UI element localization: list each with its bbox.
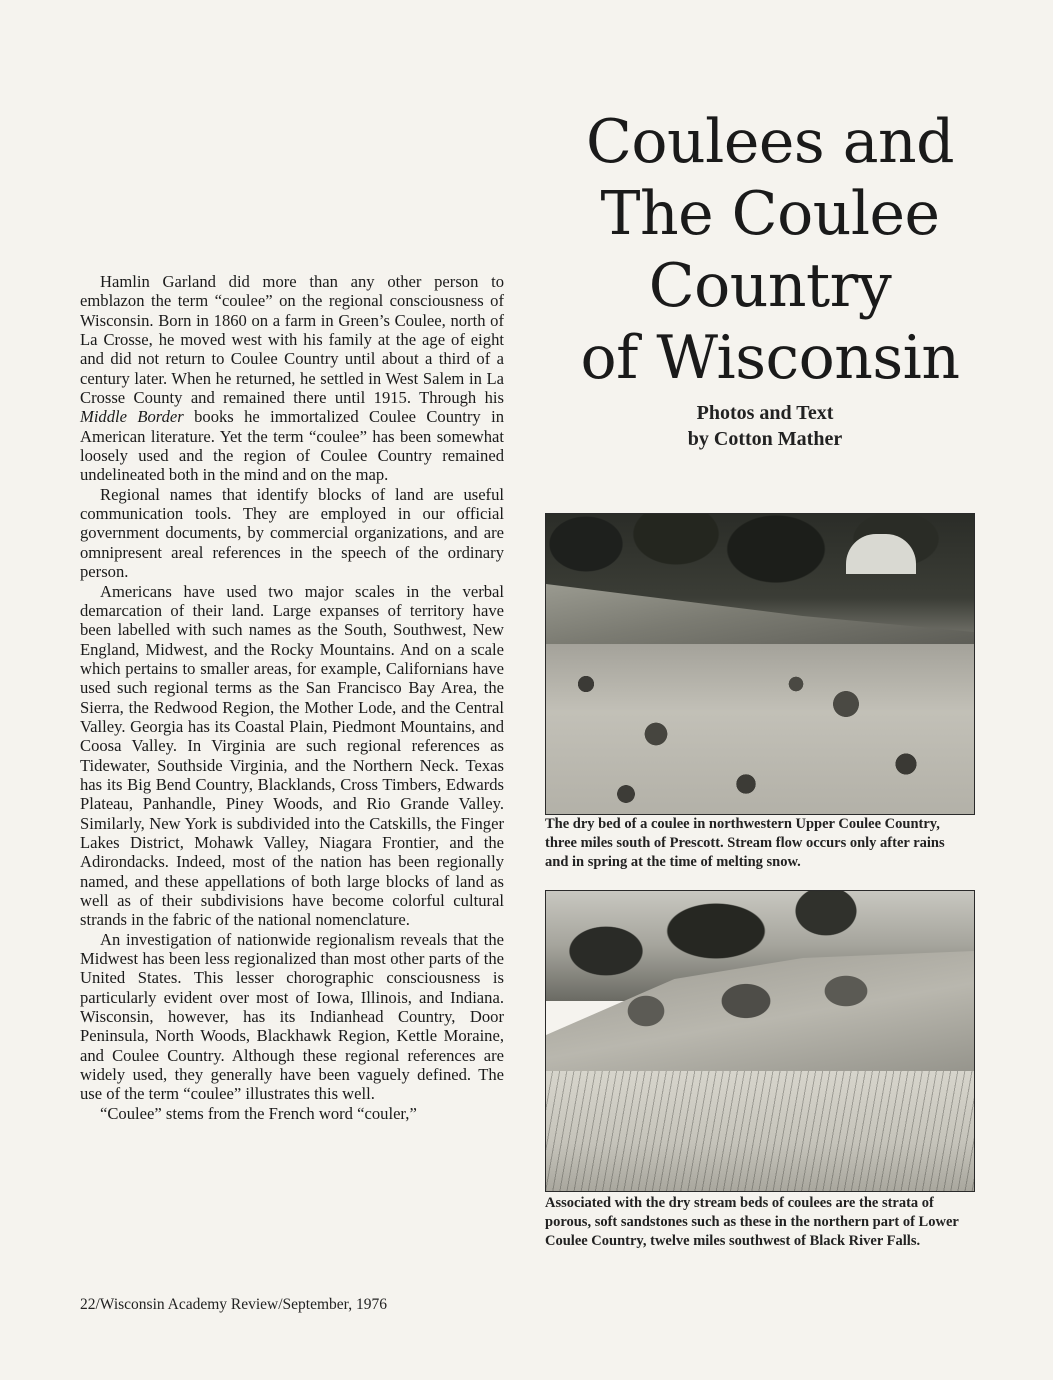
byline-line: by Cotton Mather [687,428,843,450]
byline-line: Photos and Text [696,402,834,424]
article-title [560,106,980,394]
paragraph: Regional names that identify blocks of land are useful communication tools. They are employed in our official government documents, by commercial organizations, and are omnipresent areal references in the speech of the ordinary person. [80,484,504,582]
page-footer: 22/Wisconsin Academy Review/September, 1976 [80,1296,387,1313]
photo-caption: The dry bed of a coulee in northwestern Upper Coulee Country, three miles south of Prescott. Stream flow occurs only after rains and in spring at the time of melting snow. [545,816,945,870]
byline [600,400,930,452]
paragraph: “Coulee” stems from the French word “couler,” [100,1103,417,1123]
paragraph: Americans have used two major scales in the verbal demarcation of their land. Large expanses of territory have been labelled with such names as the South, Southwest, New England, Midwest, and the Rocky Mountains. And on a scale which pertains to smaller areas, for example, Californians have used such regional terms as the San Francisco Bay Area, the Sierra, the Redwood Region, the Mother Lode, and the Central Valley. Georgia has its Coastal Plain, Piedmont Mountains, and Coosa Valley. In Virginia are such regional references as Tidewater, Southside Virginia, and the Northern Neck. Texas has its Big Bend Country, Blacklands, Cross Timbers, Edwards Plateau, Panhandle, Piney Woods, and Rio Grande Valley. Similarly, New York is subdivided into the Catskills, the Finger Lakes District, Mohawk Valley, Niagara Frontier, and the Adirondacks. Indeed, most of the nation has been regionally named, and these appellations of both large blocks of land as well as of their subdivisions have become colorful cultural strands in the fabric of the national nomenclature. [80,581,504,930]
book-title: Middle Border [80,407,184,427]
paragraph [80,272,504,485]
photo-sandstone-strata [545,890,975,1192]
title-line: Coulees and [585,107,955,177]
photo-sand-slope [546,1071,974,1191]
photo-caption: Associated with the dry stream beds of coulees are the strata of porous, soft sandstones such as these in the northern part of Lower Coulee Country, twelve miles southwest of Black River Falls. [545,1195,959,1249]
paragraph-text: books he immortalized Coulee Country in American literature. Yet the term “coulee” has been somewhat loosely used and the region of Coulee Country remained undelineated both in the mind and on the map. [80,407,504,485]
paragraph: An investigation of nationwide regionalism reveals that the Midwest has been less regionalized than most other parts of the United States. This lesser chorographic consciousness is particularly evident over most of Iowa, Illinois, and Indiana. Wisconsin, however, has its Indianhead Country, Door Peninsula, North Woods, Blackhawk Region, Kettle Moraine, and Coulee Country. Although these regional references are widely used, they generally have been vaguely defined. The use of the term “coulee” illustrates this well. [80,929,504,1104]
title-line: of Wisconsin [580,323,960,393]
photo-stream-bed [546,644,974,814]
article-body [80,272,504,1123]
title-line: Country [648,251,892,321]
paragraph-text: Hamlin Garland did more than any other person to emblazon the term “coulee” on the regional consciousness of Wisconsin. Born in 1860 on a farm in Green’s Coulee, north of La Crosse, he moved west with his family at the age of eight and did not return to Coulee Country until about a third of a century later. When he returned, he settled in West Salem in La Crosse County and remained there until 1915. Through his [80,272,504,408]
photo-dry-coulee-bed [545,513,975,815]
title-line: The Coulee [600,179,940,249]
